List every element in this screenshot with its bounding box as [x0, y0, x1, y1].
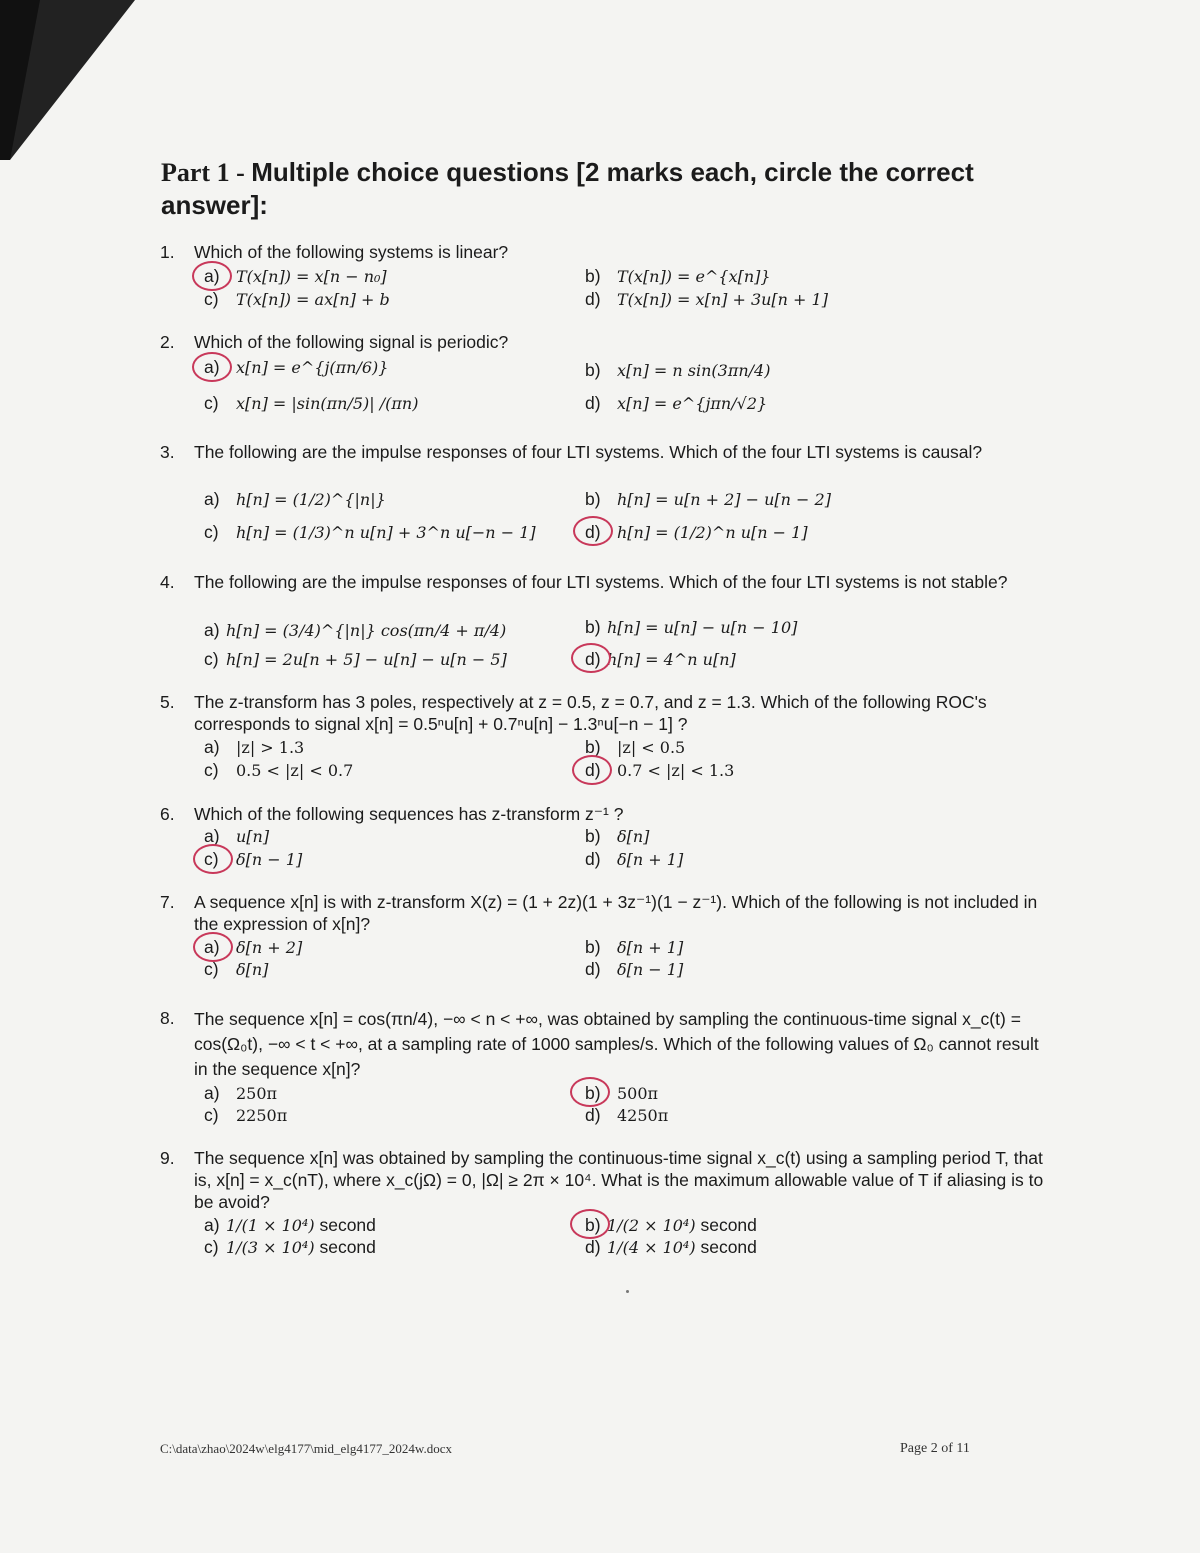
- answer-circle-mark: [572, 755, 612, 785]
- option-c[interactable]: c) δ[n]: [204, 959, 269, 979]
- answer-circle-mark: [573, 516, 613, 546]
- option-c[interactable]: c) h[n] = (1/3)^n u[n] + 3^n u[−n − 1]: [204, 522, 536, 542]
- question-text: The sequence x[n] was obtained by sampling the continuous-time signal x_c(t) using a sampling period T, that is, x[n] = x_c(nT), where x_c(jΩ) = 0, |Ω| ≥ 2π × 10⁴. What is the maximum allowable value of T if aliasing is to be avoid?: [194, 1148, 1044, 1212]
- option-c[interactable]: c) h[n] = 2u[n + 5] − u[n] − u[n − 5]: [204, 649, 507, 669]
- option-d[interactable]: d) δ[n + 1]: [585, 849, 684, 869]
- option-a[interactable]: a) h[n] = (1/2)^{|n|}: [204, 489, 386, 509]
- option-d[interactable]: d) 4250π: [585, 1105, 669, 1125]
- option-b[interactable]: b) x[n] = n sin(3πn/4): [585, 360, 771, 380]
- answer-circle-mark: [193, 844, 233, 874]
- stray-mark: [626, 1290, 629, 1293]
- question-text: The z-transform has 3 poles, respectively at z = 0.5, z = 0.7, and z = 1.3. Which of the following ROC's corresponds to signal x[n] = 0.5ⁿu[n] + 0.7ⁿu[n] − 1.3ⁿu[−n − 1] ?: [194, 692, 987, 734]
- question-text: Which of the following sequences has z-transform z⁻¹ ?: [194, 804, 624, 824]
- question-text: A sequence x[n] is with z-transform X(z) = (1 + 2z)(1 + 3z⁻¹)(1 − z⁻¹). Which of the following is not included in the expression of x[n]?: [194, 892, 1038, 934]
- option-b[interactable]: b) δ[n + 1]: [585, 937, 684, 957]
- option-a[interactable]: a) δ[n + 2]: [204, 937, 303, 957]
- question-number: 8.: [160, 1008, 175, 1028]
- answer-circle-mark: [570, 1209, 610, 1239]
- answer-circle-mark: [570, 1077, 610, 1107]
- question-number: 5.: [160, 692, 175, 712]
- option-a[interactable]: a) 1/(1 × 10⁴) second: [204, 1215, 376, 1235]
- option-d[interactable]: d) 1/(4 × 10⁴) second: [585, 1237, 757, 1257]
- option-d[interactable]: d) x[n] = e^{jπn/√2}: [585, 393, 768, 413]
- footer-file-path: C:\data\zhao\2024w\elg4177\mid_elg4177_2024w.docx: [160, 1441, 452, 1456]
- option-b[interactable]: b) δ[n]: [585, 826, 650, 846]
- option-b[interactable]: b) |z| < 0.5: [585, 737, 686, 757]
- section-part-label: Part 1 -: [161, 158, 252, 187]
- option-c[interactable]: c) δ[n − 1]: [204, 849, 303, 869]
- option-c[interactable]: c) T(x[n]) = ax[n] + b: [204, 289, 390, 309]
- option-a[interactable]: a) T(x[n]) = x[n − n₀]: [204, 266, 387, 286]
- option-d[interactable]: d) T(x[n]) = x[n] + 3u[n + 1]: [585, 289, 828, 309]
- question-text: Which of the following signal is periodic?: [194, 332, 509, 352]
- question-text: The following are the impulse responses of four LTI systems. Which of the four LTI systems is causal?: [194, 442, 983, 462]
- option-a[interactable]: a) 250π: [204, 1083, 278, 1103]
- answer-circle-mark: [571, 643, 611, 673]
- option-a[interactable]: a) x[n] = e^{j(πn/6)}: [204, 357, 389, 377]
- option-d[interactable]: d) h[n] = 4^n u[n]: [585, 649, 736, 669]
- option-c[interactable]: c) 0.5 < |z| < 0.7: [204, 760, 354, 780]
- question-text: The following are the impulse responses of four LTI systems. Which of the four LTI systems is not stable?: [194, 572, 1008, 592]
- question-number: 6.: [160, 804, 175, 824]
- section-heading: [161, 156, 1041, 221]
- option-c[interactable]: c) x[n] = |sin(πn/5)| /(πn): [204, 393, 419, 413]
- option-a[interactable]: a) h[n] = (3/4)^{|n|} cos(πn/4 + π/4): [204, 620, 507, 640]
- option-d[interactable]: d) h[n] = (1/2)^n u[n − 1]: [585, 522, 808, 542]
- option-c[interactable]: c) 1/(3 × 10⁴) second: [204, 1237, 376, 1257]
- question-number: 4.: [160, 572, 175, 592]
- question-number: 9.: [160, 1148, 175, 1168]
- scan-corner-shadow: [0, 0, 135, 160]
- option-d[interactable]: d) δ[n − 1]: [585, 959, 684, 979]
- section-title: Multiple choice questions [2 marks each, circle the correct answer]:: [161, 157, 974, 220]
- option-b[interactable]: b) 500π: [585, 1083, 659, 1103]
- option-d[interactable]: d) 0.7 < |z| < 1.3: [585, 760, 735, 780]
- option-a[interactable]: a) |z| > 1.3: [204, 737, 305, 757]
- option-c[interactable]: c) 2250π: [204, 1105, 288, 1125]
- question-text: Which of the following systems is linear?: [194, 242, 509, 262]
- question-number: 7.: [160, 892, 175, 912]
- option-b[interactable]: b) T(x[n]) = e^{x[n]}: [585, 266, 771, 286]
- option-b[interactable]: b) 1/(2 × 10⁴) second: [585, 1215, 757, 1235]
- answer-circle-mark: [192, 352, 232, 382]
- answer-circle-mark: [192, 261, 232, 291]
- option-a[interactable]: a) u[n]: [204, 826, 270, 846]
- option-b[interactable]: b) h[n] = u[n + 2] − u[n − 2]: [585, 489, 831, 509]
- question-number: 3.: [160, 442, 175, 462]
- footer-page-number: Page 2 of 11: [900, 1441, 970, 1456]
- option-b[interactable]: b) h[n] = u[n] − u[n − 10]: [585, 617, 798, 637]
- question-text: The sequence x[n] = cos(πn/4), −∞ < n < +∞, was obtained by sampling the continuous-time signal x_c(t) = cos(Ω₀t), −∞ < t < +∞, at a sampling rate of 1000 samples/s. Which of the following values of Ω₀ cannot result in the sequence x[n]?: [194, 1009, 1039, 1079]
- answer-circle-mark: [193, 932, 233, 962]
- question-number: 2.: [160, 332, 175, 352]
- question-number: 1.: [160, 242, 175, 262]
